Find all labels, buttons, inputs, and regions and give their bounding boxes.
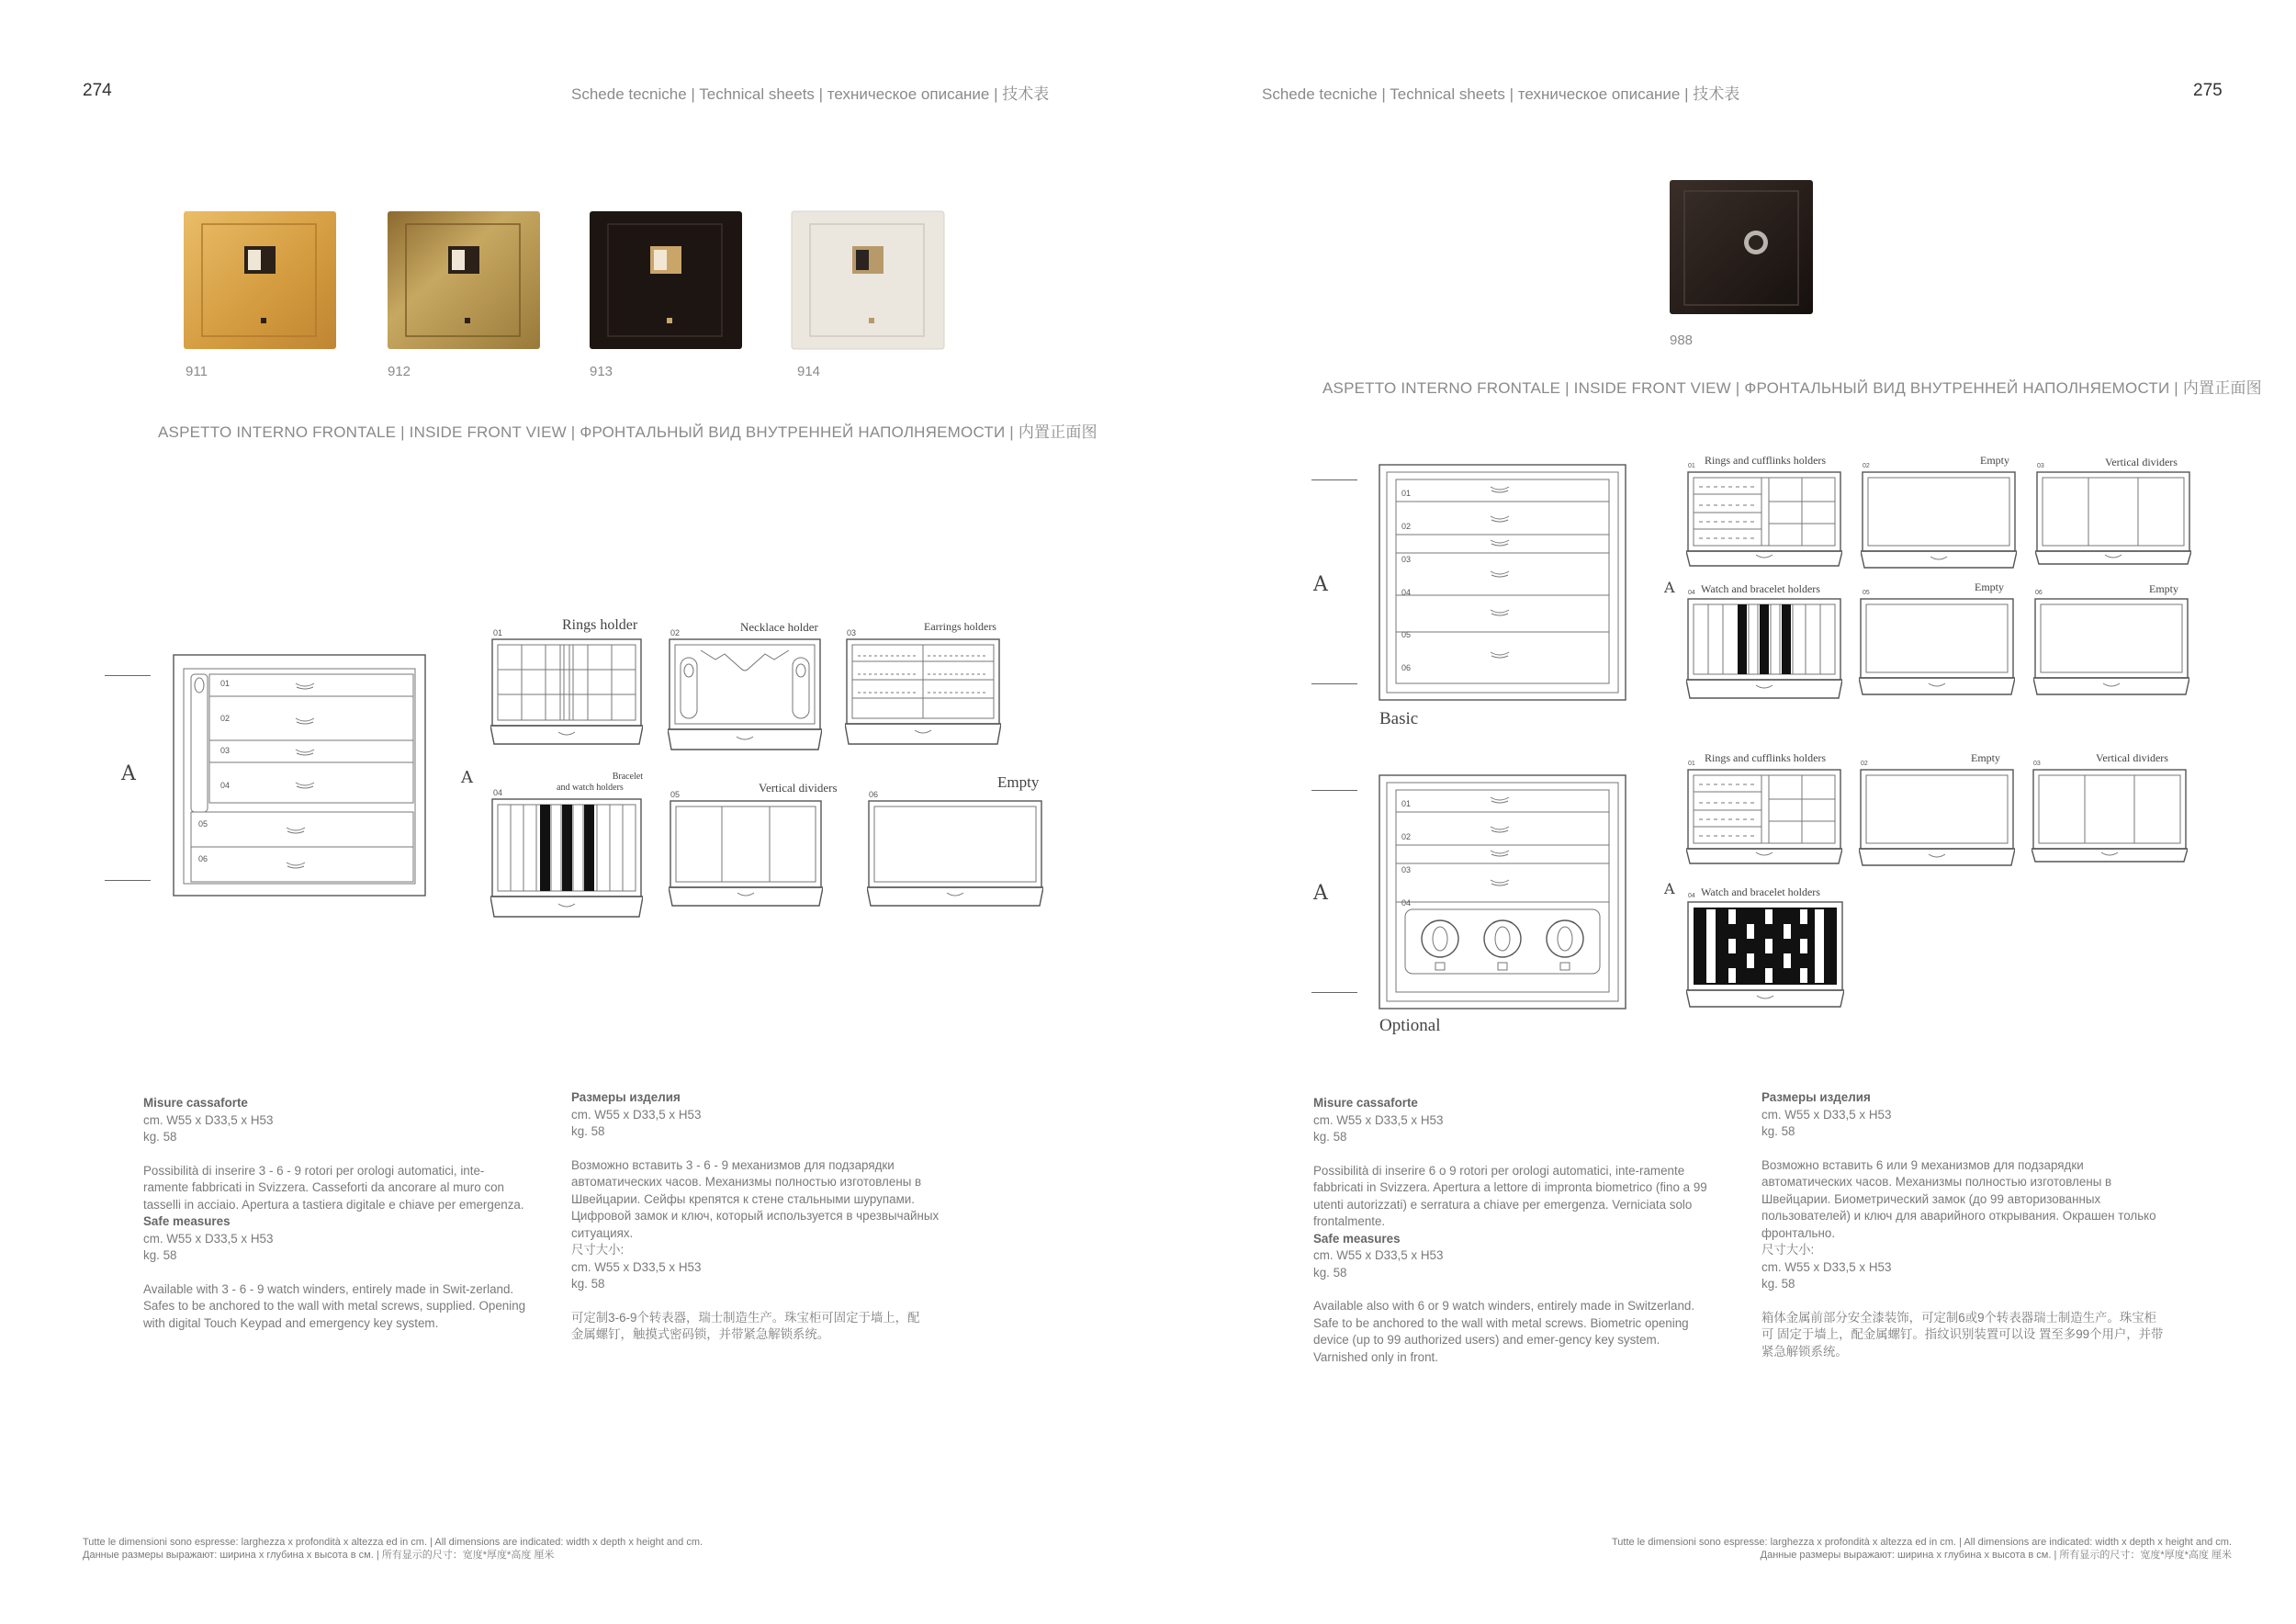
spec-dims: cm. W55 x D33,5 x H53 xyxy=(143,1231,274,1246)
tray-number: 05 xyxy=(670,790,681,799)
safe-image-913 xyxy=(588,209,744,353)
spec-weight: kg. 58 xyxy=(1313,1265,1347,1280)
tray-label: Empty xyxy=(997,773,1040,791)
spec-weight: kg. 58 xyxy=(571,1124,605,1138)
tray-dimension-label-a: A xyxy=(1664,880,1675,897)
tray-empty-diagram xyxy=(1859,768,2015,869)
spec-weight: kg. 58 xyxy=(1313,1130,1347,1144)
drawer-number: 01 xyxy=(1401,489,1412,498)
drawer-number: 06 xyxy=(1401,663,1412,672)
tray-number: 06 xyxy=(2035,590,2043,596)
tray-dimension-label-a: A xyxy=(1664,579,1675,596)
spec-description: Available with 3 - 6 - 9 watch winders, entirely made in Swit-zerland. Safes to be anchored to the wall with metal screws, supplied. Opening with digital Touch Keypad and emergency key system. xyxy=(143,1281,526,1330)
tray-number: 02 xyxy=(1863,463,1870,469)
tray-number: 03 xyxy=(2033,761,2041,767)
spec-dims: cm. W55 x D33,5 x H53 xyxy=(1761,1259,1892,1274)
spec-dims: cm. W55 x D33,5 x H53 xyxy=(1313,1112,1444,1127)
basic-label: Basic xyxy=(1379,709,1419,728)
footer-note-right xyxy=(1612,1536,2232,1562)
tray-label: Empty xyxy=(2149,582,2178,595)
tray-label: Watch and bracelet holders xyxy=(1701,885,1820,898)
tray-bracelet-watch-holders-diagram xyxy=(490,797,643,919)
tray-vertical-dividers-diagram xyxy=(669,799,823,913)
dimension-tick-top xyxy=(1311,479,1357,480)
page-number-left: 274 xyxy=(83,81,112,100)
spec-description: Available also with 6 or 9 watch winders, entirely made in Switzerland. Safe to be anchored to the wall with metal screws. Biometric opening device (up to 99 authorized users) and emer-gency key system. Varnished only in front. xyxy=(1313,1299,1695,1364)
section-title-left: ASPETTO INTERNO FRONTALE | INSIDE FRONT VIEW | ФРОНТАЛЬНЫЙ ВИД ВНУТРЕННЕЙ НАПОЛНЯЕМОСТИ | 内置正面图 xyxy=(158,423,1097,441)
tray-label: Rings holder xyxy=(562,617,638,633)
product-code-988: 988 xyxy=(1670,333,1694,348)
tray-number: 06 xyxy=(869,790,879,799)
tray-vertical-dividers-diagram xyxy=(2032,768,2188,867)
tray-label: Empty xyxy=(1975,581,2004,593)
spec-text-it-en-left xyxy=(143,1095,529,1332)
tray-label: Empty xyxy=(1980,454,2009,467)
spec-weight: kg. 58 xyxy=(1761,1277,1795,1291)
product-code-913: 913 xyxy=(590,364,613,379)
drawer-number: 04 xyxy=(1401,588,1412,597)
tray-rings-cufflinks-diagram xyxy=(1686,470,1842,570)
spec-title: Размеры изделия xyxy=(1761,1090,1871,1104)
spec-title: 尺寸大小: xyxy=(571,1243,625,1257)
spec-weight: kg. 58 xyxy=(143,1130,177,1144)
header-left: Schede tecniche | Technical sheets | техническое описание | 技术表 xyxy=(571,85,1050,103)
tray-label-line2: and watch holders xyxy=(557,783,624,793)
spec-text-ru-zh-right xyxy=(1761,1089,2175,1360)
tray-number: 04 xyxy=(1688,893,1695,899)
spec-weight: kg. 58 xyxy=(1761,1124,1795,1138)
tray-empty-diagram xyxy=(1859,597,2015,698)
tray-label: Rings and cufflinks holders xyxy=(1705,751,1827,764)
drawer-number: 03 xyxy=(1401,865,1412,874)
tray-label: Vertical dividers xyxy=(2096,751,2168,764)
cabinet-front-diagram-left xyxy=(173,654,428,898)
tray-number: 02 xyxy=(670,628,681,637)
safe-image-988 xyxy=(1668,178,1815,316)
drawer-number: 01 xyxy=(1401,799,1412,808)
drawer-number: 03 xyxy=(1401,555,1412,564)
drawer-number: 03 xyxy=(220,746,231,755)
spec-dims: cm. W55 x D33,5 x H53 xyxy=(571,1259,702,1274)
product-code-912: 912 xyxy=(388,364,411,379)
tray-label: Vertical dividers xyxy=(2105,456,2178,468)
safe-image-914 xyxy=(790,209,946,353)
tray-label: Rings and cufflinks holders xyxy=(1705,454,1827,467)
spec-description: Possibilità di inserire 3 - 6 - 9 rotori per orologi automatici, inte-ramente fabbricati in Svizzera. Casseforti da ancorare al muro con tasselli in acciaio. Apertura a tastiera digitale e chiave per emergenza. xyxy=(143,1163,524,1212)
tray-label-line1: Bracelet xyxy=(612,772,643,782)
dimension-label-a: A xyxy=(121,762,136,785)
tray-watch-bracelet-diagram xyxy=(1686,597,1842,700)
optional-label: Optional xyxy=(1379,1016,1441,1035)
dimension-tick-top xyxy=(105,675,151,676)
spec-title: Размеры изделия xyxy=(571,1090,681,1104)
tray-number: 03 xyxy=(2037,463,2044,469)
spec-description: Possibilità di inserire 6 o 9 rotori per orologi automatici, inte-ramente fabbricati in Svizzera. Apertura a lettore di impronta biometrico (fino a 99 utenti autorizzati) e serratura a chiave per emergenza. Verniciata solo frontalmente. xyxy=(1313,1163,1707,1228)
product-code-914: 914 xyxy=(797,364,821,379)
tray-number: 01 xyxy=(1688,761,1695,767)
spec-title: Misure cassaforte xyxy=(1313,1096,1418,1110)
tray-label: Earrings holders xyxy=(924,620,996,633)
tray-number: 02 xyxy=(1861,761,1868,767)
tray-number: 01 xyxy=(493,628,503,637)
tray-label: Necklace holder xyxy=(740,620,818,634)
footer-line: Tutte le dimensioni sono espresse: larghezza x profondità x altezza ed in cm. | All dimensions are indicated: width x depth x height and cm. xyxy=(1611,1537,2232,1548)
spec-description: Возможно вставить 3 - 6 - 9 механизмов для подзарядки автоматических часов. Механизмы полностью изготовлены в Швейцарии. Сейфы крепятся к стене стальными шурупами. Цифровой замок и ключ, который используется в чрезвычайных ситуациях. xyxy=(571,1157,940,1240)
tray-earrings-holders-diagram xyxy=(845,637,1001,746)
safe-image-912 xyxy=(386,209,542,353)
tray-empty-diagram xyxy=(867,799,1043,913)
safe-image-911 xyxy=(182,209,338,353)
spec-weight: kg. 58 xyxy=(571,1277,605,1291)
drawer-number: 06 xyxy=(198,854,208,863)
spec-dims: cm. W55 x D33,5 x H53 xyxy=(1761,1107,1892,1122)
drawer-number: 04 xyxy=(220,781,231,790)
spec-text-it-en-right xyxy=(1313,1095,1717,1366)
spec-description: Возможно вставить 6 или 9 механизмов для подзарядки автоматических часов. Механизмы полностью изготовлены в Швейцарии. Биометрический замок (до 99 авторизованных пользователей) и ключ для аварийного открывания. Окрашен только фронтально. xyxy=(1761,1157,2156,1240)
drawer-number: 02 xyxy=(1401,522,1412,531)
tray-number: 04 xyxy=(493,788,503,797)
footer-line: Данные размеры выражают: ширина x глубина x высота в см. | 所有显示的尺寸：宽度*厚度*高度 厘米 xyxy=(1760,1550,2232,1561)
tray-number: 04 xyxy=(1688,590,1695,596)
tray-empty-diagram xyxy=(1861,470,2017,571)
dimension-tick-bottom xyxy=(1311,683,1357,684)
spec-description: 箱体金属前部分安全漆装饰，可定制6或9个转表器瑞士制造生产。珠宝柜可 固定于墙上，配金属螺钉。指纹识别装置可以设 置至多99个用户，并带紧急解锁系统。 xyxy=(1761,1310,2164,1359)
tray-watch-bracelet-checker-diagram xyxy=(1686,900,1844,1010)
dimension-tick-bottom xyxy=(1311,992,1357,993)
dimension-tick-top xyxy=(1311,790,1357,791)
spec-dims: cm. W55 x D33,5 x H53 xyxy=(571,1107,702,1122)
spec-weight: kg. 58 xyxy=(143,1248,177,1262)
tray-label: Watch and bracelet holders xyxy=(1701,582,1820,595)
drawer-number: 01 xyxy=(220,679,231,688)
spec-dims: cm. W55 x D33,5 x H53 xyxy=(143,1112,274,1127)
tray-vertical-dividers-diagram xyxy=(2035,470,2191,570)
drawer-number: 05 xyxy=(1401,630,1412,639)
tray-rings-holder-diagram xyxy=(490,637,643,746)
drawer-number: 02 xyxy=(1401,832,1412,841)
tray-number: 03 xyxy=(847,628,857,637)
header-right: Schede tecniche | Technical sheets | техническое описание | 技术表 xyxy=(1262,85,1740,103)
tray-rings-cufflinks-diagram xyxy=(1686,768,1842,867)
drawer-number: 02 xyxy=(220,714,231,723)
tray-number: 01 xyxy=(1688,463,1695,469)
section-title-right: ASPETTO INTERNO FRONTALE | INSIDE FRONT VIEW | ФРОНТАЛЬНЫЙ ВИД ВНУТРЕННЕЙ НАПОЛНЯЕМОСТИ | 内置正面图 xyxy=(1322,379,2262,397)
tray-empty-diagram xyxy=(2033,597,2189,698)
footer-note-left xyxy=(83,1536,703,1562)
spec-title: 尺寸大小: xyxy=(1761,1243,1815,1257)
footer-line: Данные размеры выражают: ширина x глубина x высота в см. | 所有显示的尺寸：宽度*厚度*高度 厘米 xyxy=(83,1550,555,1561)
dimension-tick-bottom xyxy=(105,880,151,881)
spec-dims: cm. W55 x D33,5 x H53 xyxy=(1313,1248,1444,1262)
dimension-label-a: A xyxy=(1313,882,1328,905)
spec-title: Safe measures xyxy=(1313,1231,1401,1246)
tray-number: 05 xyxy=(1863,590,1870,596)
spec-title: Safe measures xyxy=(143,1214,231,1228)
tray-dimension-label-a: A xyxy=(461,768,473,787)
footer-line: Tutte le dimensioni sono espresse: larghezza x profondità x altezza ed in cm. | All dimensions are indicated: width x depth x height and cm. xyxy=(83,1537,703,1548)
page-number-right: 275 xyxy=(2193,81,2223,100)
cabinet-optional-diagram xyxy=(1378,773,1627,1010)
spec-text-ru-zh-left xyxy=(571,1089,975,1344)
drawer-number: 05 xyxy=(198,819,208,829)
drawer-number: 04 xyxy=(1401,898,1412,908)
cabinet-basic-diagram xyxy=(1378,463,1627,702)
tray-label: Vertical dividers xyxy=(759,781,838,795)
product-code-911: 911 xyxy=(186,364,208,379)
dimension-label-a: A xyxy=(1313,573,1328,596)
tray-necklace-holder-diagram xyxy=(668,637,822,751)
tray-label: Empty xyxy=(1971,751,2000,764)
spec-title: Misure cassaforte xyxy=(143,1096,248,1110)
spec-description: 可定制3-6-9个转表器，瑞士制造生产。珠宝柜可固定于墙上，配金属螺钉，触摸式密码锁，并带紧急解锁系统。 xyxy=(571,1310,920,1341)
